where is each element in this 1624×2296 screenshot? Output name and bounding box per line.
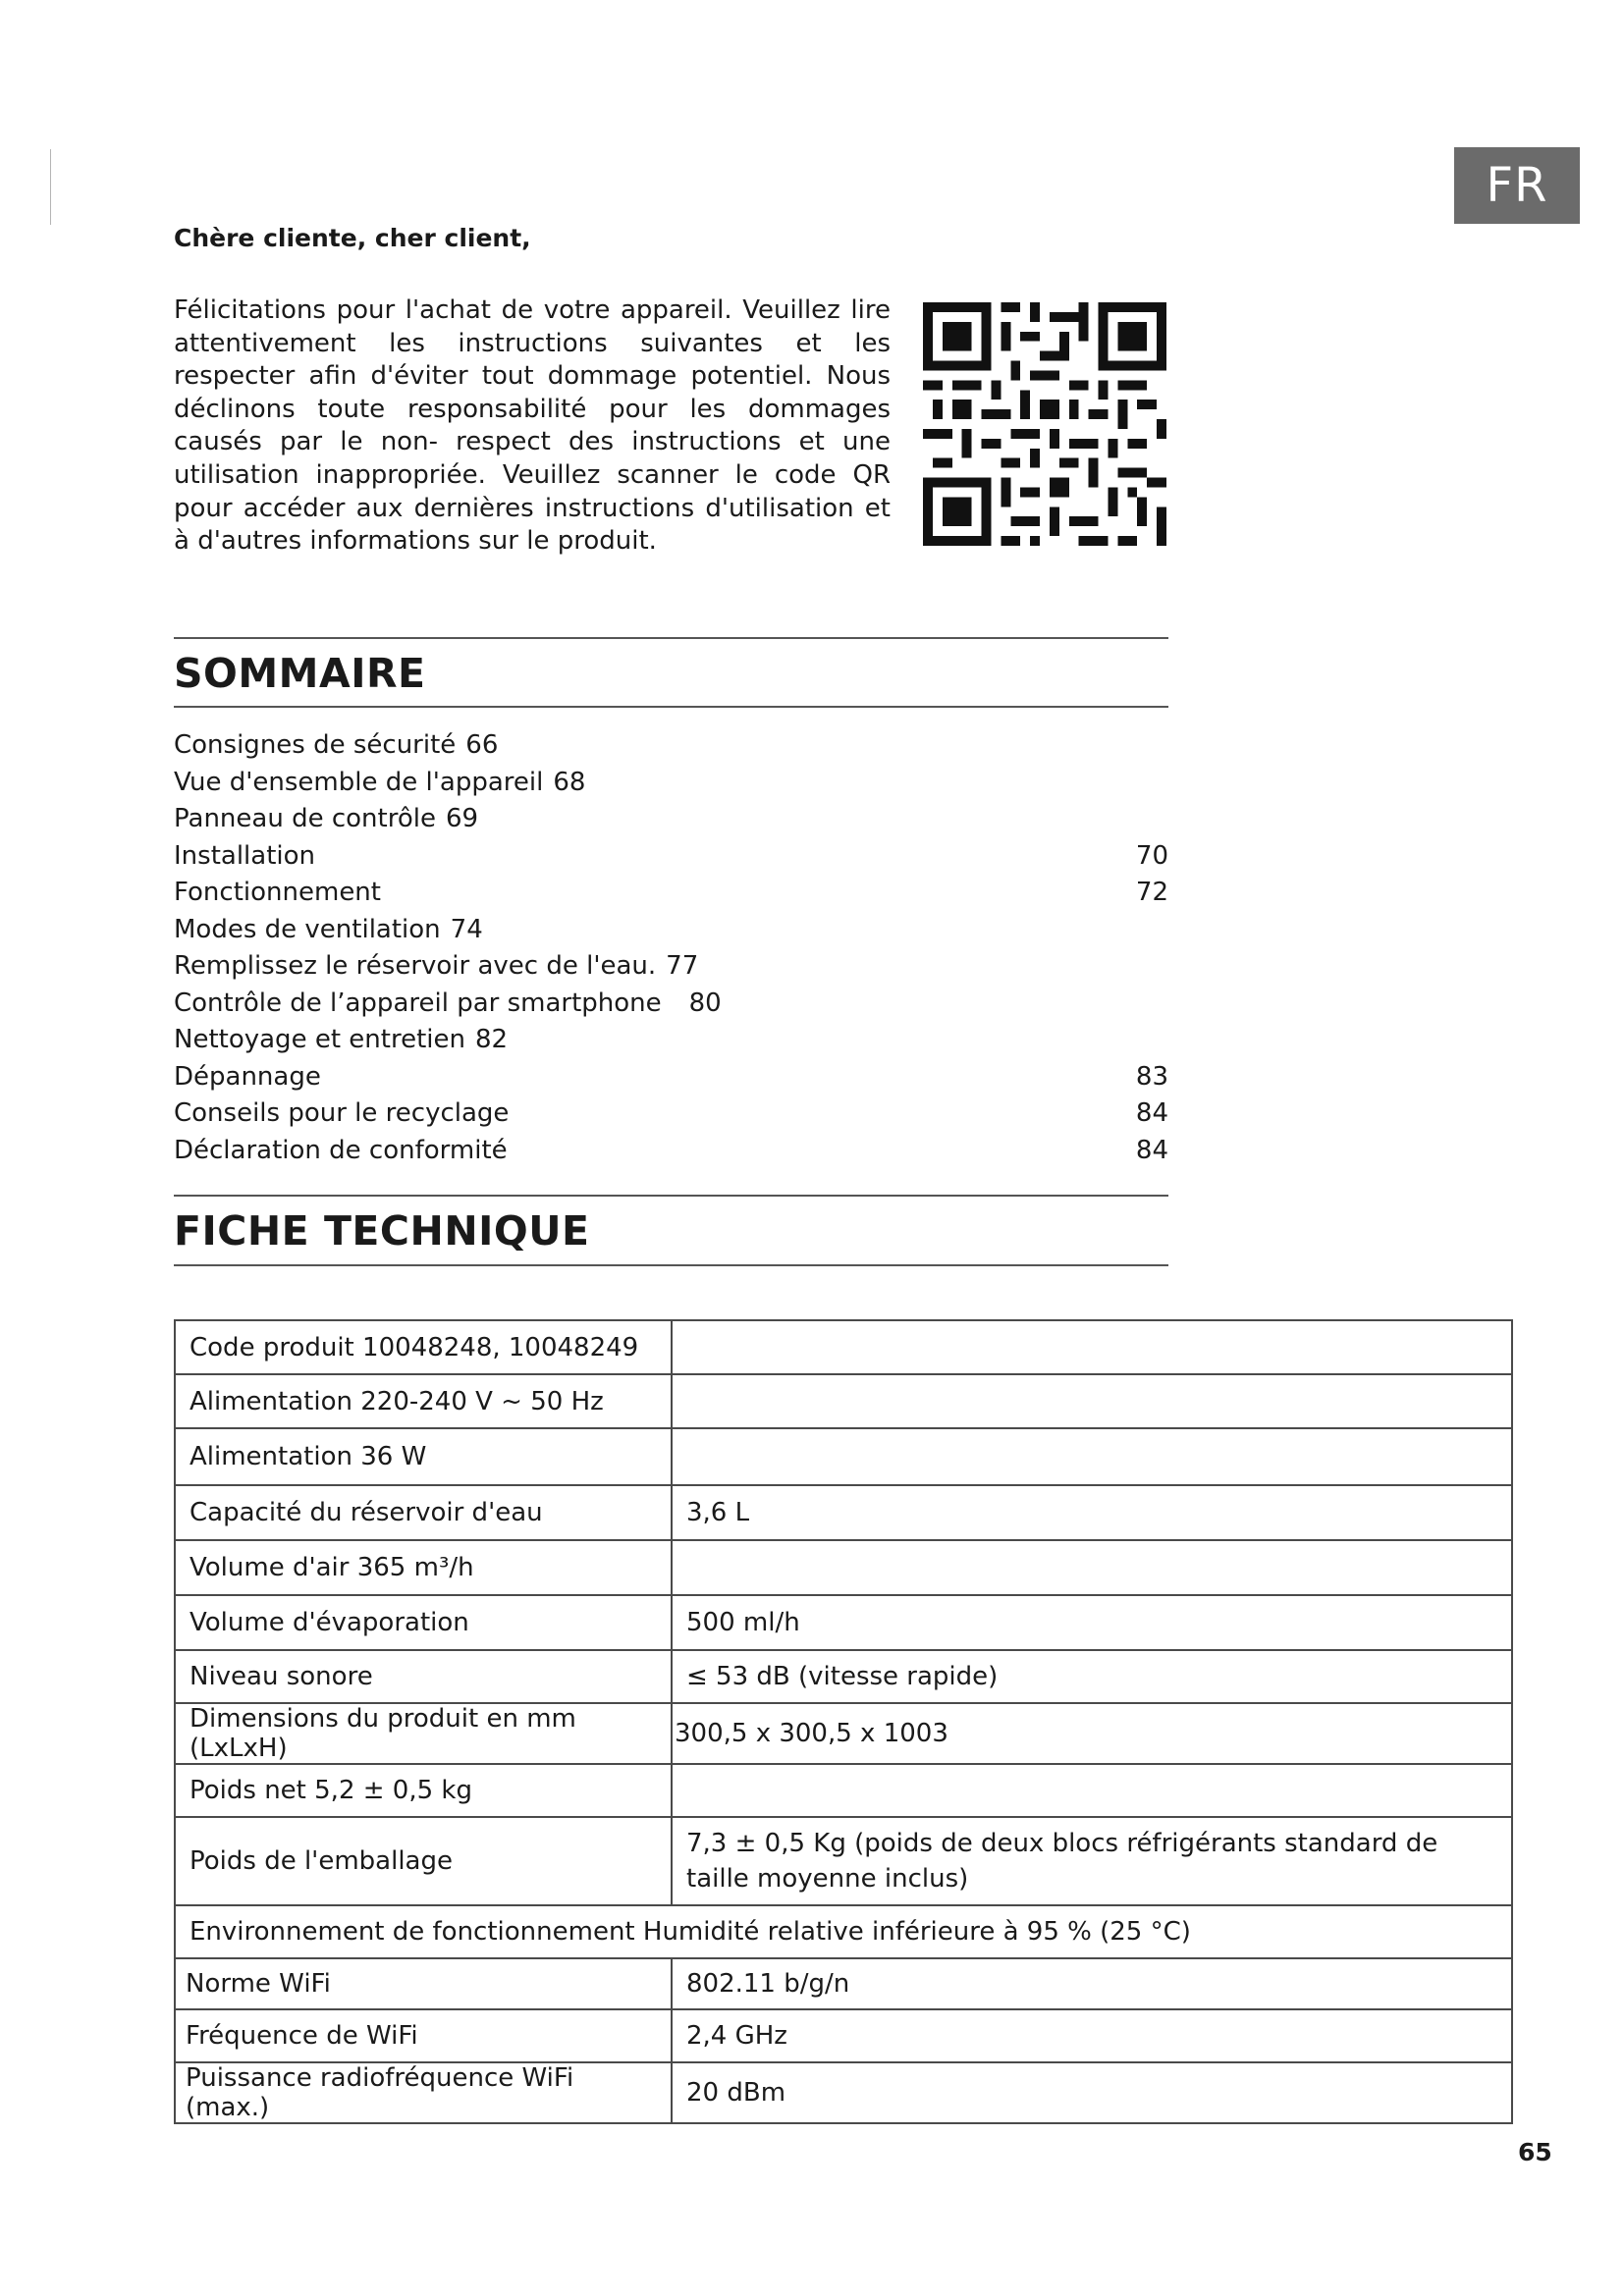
intro-line: Félicitations pour l'achat de votre appareil. Veuillez lire — [174, 295, 891, 325]
spec-value: 300,5 x 300,5 x 1003 — [672, 1703, 1512, 1764]
table-row — [175, 1958, 1512, 2009]
toc-top-rule — [174, 637, 1168, 639]
toc-item[interactable] — [174, 727, 1168, 765]
toc-item-label: Vue d'ensemble de l'appareil — [174, 767, 544, 797]
toc-item-label: Fonctionnement — [174, 878, 381, 907]
spec-value: 7,3 ± 0,5 Kg (poids de deux blocs réfrigérants standard de taille moyenne inclus) — [672, 1817, 1512, 1905]
spec-value — [672, 1374, 1512, 1428]
toc-item-label: Contrôle de l’appareil par smartphone — [174, 988, 662, 1018]
table-row — [175, 2009, 1512, 2062]
specs-top-rule — [174, 1195, 1168, 1197]
spec-label: Poids net 5,2 ± 0,5 kg — [175, 1764, 672, 1817]
spec-value: 2,4 GHz — [672, 2009, 1512, 2062]
spec-label: Puissance radiofréquence WiFi (max.) — [175, 2062, 672, 2123]
toc-item-page: 70 — [1135, 840, 1168, 871]
toc-item[interactable] — [174, 1133, 1168, 1170]
toc-item-page: 80 — [688, 988, 722, 1018]
spec-label: Code produit 10048248, 10048249 — [175, 1320, 672, 1374]
table-row — [175, 1485, 1512, 1540]
table-row — [175, 1703, 1512, 1764]
intro-line: attentivement les instructions suivantes et les respecter — [174, 328, 891, 392]
table-row — [175, 1905, 1512, 1958]
toc-item-page: 74 — [450, 914, 483, 944]
table-row — [175, 1764, 1512, 1817]
spec-label: Alimentation 220-240 V ~ 50 Hz — [175, 1374, 672, 1428]
spec-label: Poids de l'emballage — [175, 1817, 672, 1905]
toc-item[interactable] — [174, 765, 1168, 802]
toc-bottom-rule — [174, 706, 1168, 708]
toc-item[interactable] — [174, 948, 1168, 986]
toc-item-page: 72 — [1135, 878, 1168, 907]
toc-item-label: Nettoyage et entretien — [174, 1025, 465, 1054]
toc-item-label: Modes de ventilation — [174, 914, 441, 944]
toc-item[interactable] — [174, 838, 1168, 876]
table-row — [175, 2062, 1512, 2123]
spec-value: 20 dBm — [672, 2062, 1512, 2123]
intro-line: responsabilité pour les dommages causés par le non- — [174, 394, 892, 457]
table-row — [175, 1374, 1512, 1428]
toc-item[interactable] — [174, 912, 1168, 949]
toc-item-page: 68 — [553, 767, 586, 797]
spec-label: Volume d'évaporation — [175, 1595, 672, 1650]
toc-item-label: Panneau de contrôle — [174, 804, 436, 833]
spec-value: ≤ 53 dB (vitesse rapide) — [672, 1650, 1512, 1703]
toc-item[interactable] — [174, 1059, 1168, 1096]
toc-item[interactable] — [174, 875, 1168, 912]
specs-bottom-rule — [174, 1264, 1168, 1266]
spec-value: 802.11 b/g/n — [672, 1958, 1512, 2009]
intro-line: Veuillez scanner le code QR pour accéder aux dernières — [174, 459, 892, 523]
spec-value: 500 ml/h — [672, 1595, 1512, 1650]
toc-item-label: Consignes de sécurité — [174, 730, 457, 760]
spec-table — [174, 1319, 1513, 2124]
table-row — [175, 1540, 1512, 1595]
intro-line: respect des instructions et une utilisation inappropriée. — [174, 427, 892, 490]
spec-label: Fréquence de WiFi — [175, 2009, 672, 2062]
qr-code-icon — [923, 302, 1166, 546]
toc-item-page: 69 — [445, 804, 479, 833]
spec-label: Dimensions du produit en mm (LxLxH) — [175, 1703, 672, 1764]
toc-heading: SOMMAIRE — [174, 650, 426, 697]
toc-list — [174, 727, 1168, 1169]
margin-mark — [50, 149, 51, 225]
spec-label-spanning: Environnement de fonctionnement Humidité relative inférieure à 95 % (25 °C) — [175, 1905, 1512, 1958]
toc-item-page: 82 — [474, 1025, 509, 1054]
toc-item[interactable] — [174, 1095, 1168, 1133]
table-row — [175, 1428, 1512, 1485]
spec-label: Niveau sonore — [175, 1650, 672, 1703]
spec-label: Capacité du réservoir d'eau — [175, 1485, 672, 1540]
intro-line: instructions d'utilisation et à d'autres informations sur le — [174, 493, 891, 557]
table-row — [175, 1320, 1512, 1374]
toc-item-label: Déclaration de conformité — [174, 1135, 508, 1165]
spec-label: Alimentation 36 W — [175, 1428, 672, 1485]
toc-item-page: 84 — [1135, 1135, 1168, 1165]
toc-item-page: 84 — [1135, 1098, 1168, 1128]
page-number: 65 — [1518, 2138, 1552, 2166]
toc-item-label: Remplissez le réservoir avec de l'eau. — [174, 951, 657, 981]
spec-value — [672, 1320, 1512, 1374]
spec-value — [672, 1540, 1512, 1595]
intro-line: produit. — [557, 526, 657, 557]
toc-item-page: 77 — [666, 951, 699, 981]
spec-value: 3,6 L — [672, 1485, 1512, 1540]
toc-item[interactable] — [174, 1022, 1168, 1059]
spec-label: Norme WiFi — [175, 1958, 672, 2009]
spec-value — [672, 1428, 1512, 1485]
toc-item-label: Installation — [174, 840, 316, 871]
intro-paragraph — [174, 294, 891, 559]
specs-heading: FICHE TECHNIQUE — [174, 1207, 590, 1255]
table-row — [175, 1817, 1512, 1905]
language-badge: FR — [1454, 147, 1580, 224]
toc-item-page: 83 — [1135, 1061, 1168, 1092]
toc-item-label: Dépannage — [174, 1061, 321, 1092]
toc-item[interactable] — [174, 801, 1168, 838]
table-row — [175, 1595, 1512, 1650]
toc-item-page: 66 — [465, 730, 499, 760]
greeting: Chère cliente, cher client, — [174, 224, 531, 252]
table-row — [175, 1650, 1512, 1703]
toc-item[interactable] — [174, 986, 1168, 1023]
toc-item-label: Conseils pour le recyclage — [174, 1098, 510, 1128]
spec-value — [672, 1764, 1512, 1817]
intro-line: afin d'éviter tout dommage potentiel. Nous déclinons toute — [174, 361, 891, 424]
spec-label: Volume d'air 365 m³/h — [175, 1540, 672, 1595]
